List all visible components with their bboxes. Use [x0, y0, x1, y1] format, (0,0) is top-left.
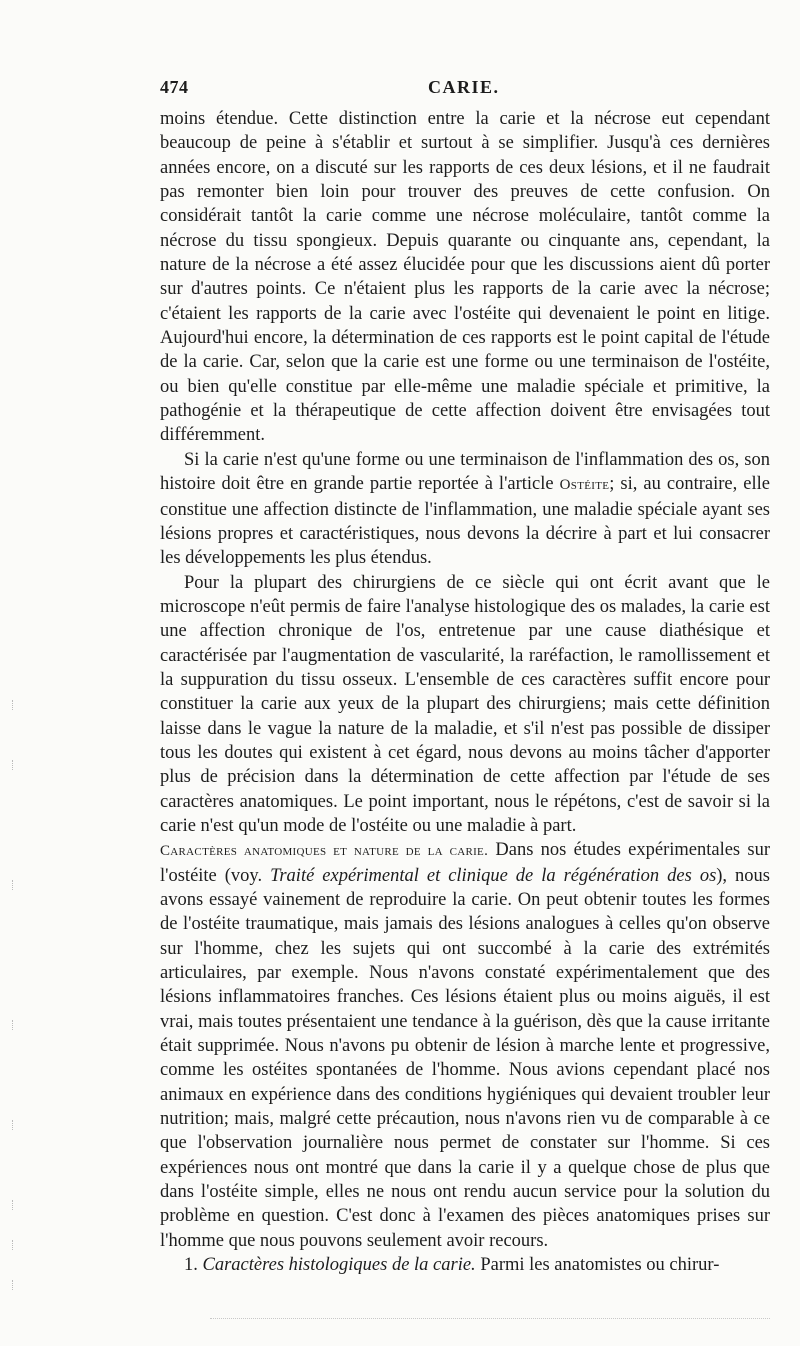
page-number: 474 — [160, 77, 189, 97]
subsection-heading-histology: Caractères histologiques de la carie. — [202, 1255, 476, 1276]
section-heading-anatomy: Caractères anatomiques et nature de la carie. — [160, 843, 489, 860]
book-title-reference: Traité expérimental et clinique de la régénération des os — [270, 865, 717, 886]
paragraph-4: Caractères anatomiques et nature de la carie. Dans nos études expérimentales sur l'ostéite (voy. Traité expérimental et clinique de la régénération des os), nous avons essayé vainement de reproduire la carie. On peut obtenir toutes les formes de l'ostéite traumatique, mais jamais des lésions analogues à celles qu'on observe sur l'homme, chez les sujets qui ont succombé à la carie des extrémités articulaires, par exemple. Nous n'avons constaté expérimentalement que des lésions inflammatoires franches. Ces lésions étaient plus ou moins aiguës, il est vrai, mais toutes présentaient une tendance à la guérison, dès que la cause irritante était supprimée. Nous n'avons pu obtenir de lésion à marche lente et progressive, comme les ostéites spontanées de l'homme. Nous avions cependant placé nos animaux en expérience dans des conditions hygiéniques qui devaient troubler leur nutrition; mais, malgré cette précaution, nous n'avons rien vu de comparable à ce que l'observation journalière nous permet de constater sur l'homme. Si ces expériences nous ont montré que dans la carie il y a quelque chose de plus que dans l'ostéite simple, elles ne nous ont rendu aucun service pour la solution du problème en question. C'est donc à l'examen des pièces anatomiques prises sur l'homme que nous pouvons seulement avoir recours. — [160, 840, 771, 1251]
running-title: CARIE. — [428, 77, 500, 97]
paragraph-5: 1. Caractères histologiques de la carie. Parmi les anatomistes ou chirur- — [184, 1255, 720, 1276]
margin-scan-marks — [0, 0, 40, 1346]
paragraph-2: Si la carie n'est qu'une forme ou une terminaison de l'inflammation des os, son histoire doit être en grande partie reportée à l'article Ostéite; si, au contraire, elle constitue une affection distincte de l'inflammation, une maladie spéciale ayant ses lésions propres et caractéristiques, nous devons la décrire à part et lui consacrer les développements les plus étendus. — [160, 449, 770, 569]
bottom-dotted-rule — [210, 1318, 770, 1319]
book-page — [160, 77, 770, 1278]
cross-reference-osteite: Ostéite — [559, 477, 610, 494]
body-text — [160, 107, 770, 1278]
paragraph-1: moins étendue. Cette distinction entre la carie et la nécrose eut cependant beaucoup de peine à s'établir et surtout à se simplifier. Jusqu'à ces dernières années encore, on a discuté sur les rapports de ces deux lésions, et il ne faudrait pas remonter bien loin pour trouver des preuves de cette confusion. On considérait tantôt la carie comme une nécrose moléculaire, tantôt comme la nécrose du tissu spongieux. Depuis quarante ou cinquante ans, cependant, la nature de la nécrose a été assez élucidée pour que les discussions aient dû porter sur d'autres points. Ce n'étaient plus les rapports de la carie avec la nécrose; c'étaient les rapports de la carie avec l'ostéite qui devenaient le point en litige. Aujourd'hui encore, la détermination de ces rapports est le point capital de l'étude de la carie. Car, selon que la carie est une forme ou une terminaison de l'ostéite, ou bien qu'elle constitue par elle-même une maladie spéciale et primitive, la pathogénie et la thérapeutique de cette affection doivent être envisagées tout différemment. — [160, 109, 770, 446]
paragraph-3: Pour la plupart des chirurgiens de ce siècle qui ont écrit avant que le microscope n'eût permis de faire l'analyse histologique des os malades, la carie est une affection chronique de l'os, entretenue par une cause diathésique et caractérisée par l'augmentation de vascularité, la raréfaction, le ramollissement et la suppuration du tissu osseux. L'ensemble de ces caractères suffit encore pour constituer la carie aux yeux de la plupart des chirurgiens; mais cette définition laisse dans le vague la nature de la maladie, et s'il n'est pas possible de dissiper tous les doutes qui existent à cet égard, nous devons au moins tâcher d'apporter plus de précision dans la détermination de cette affection par l'étude de ses caractères anatomiques. Le point important, nous le répétons, c'est de savoir si la carie n'est qu'un mode de l'ostéite ou une maladie à part. — [160, 572, 770, 836]
running-header — [160, 77, 770, 107]
